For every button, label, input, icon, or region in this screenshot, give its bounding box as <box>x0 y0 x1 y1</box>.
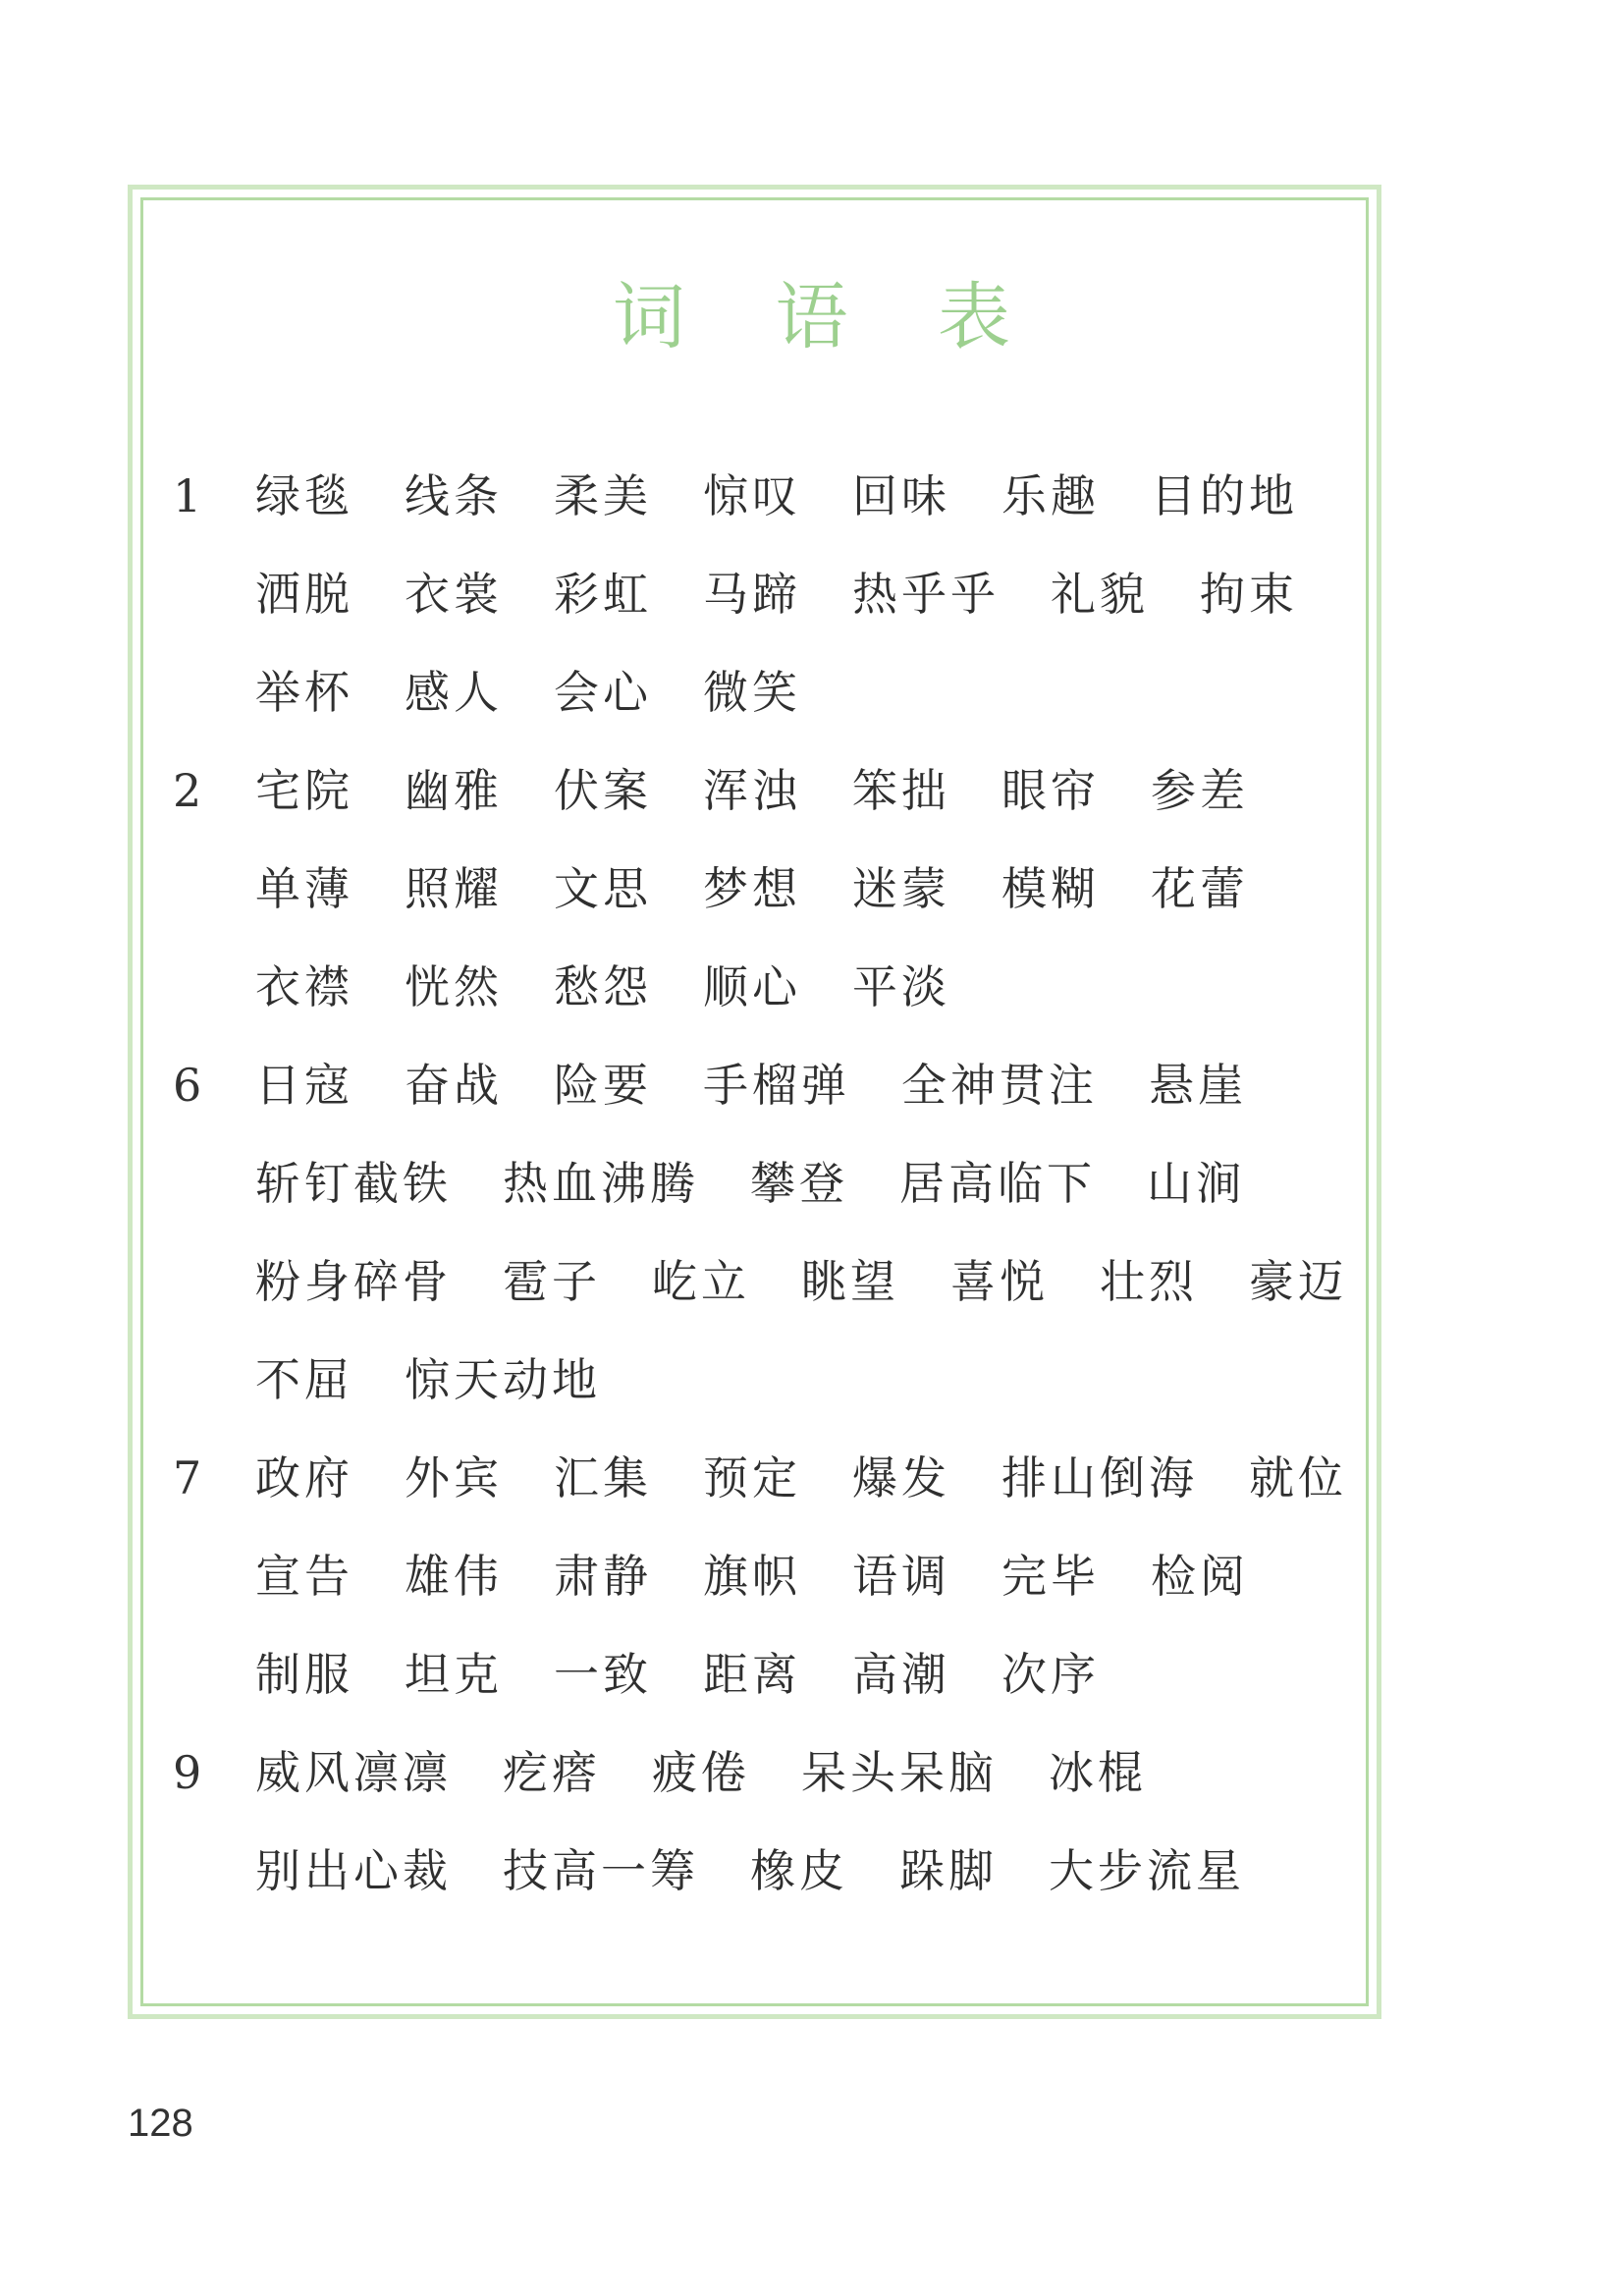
vocab-word: 别出心裁 <box>255 1844 452 1897</box>
vocab-word: 热乎乎 <box>852 568 1000 621</box>
vocab-line <box>255 938 1434 1036</box>
vocab-word: 悬崖 <box>1149 1059 1247 1112</box>
vocab-word: 礼貌 <box>1051 568 1149 621</box>
vocab-word: 手榴弹 <box>703 1059 850 1112</box>
vocab-word: 威风凛凛 <box>255 1746 452 1799</box>
vocab-word: 模糊 <box>1001 862 1100 915</box>
vocab-word: 迷蒙 <box>852 862 950 915</box>
vocab-word: 花蕾 <box>1151 862 1249 915</box>
vocab-word: 斩钉截铁 <box>255 1157 452 1210</box>
vocab-word: 橡皮 <box>750 1844 848 1897</box>
vocab-word: 宣告 <box>255 1550 353 1603</box>
vocab-word: 回味 <box>852 469 950 522</box>
vocab-section <box>173 1429 1351 1723</box>
vocab-word: 眼帘 <box>1001 764 1100 817</box>
vocab-word: 壮烈 <box>1100 1255 1198 1308</box>
vocab-word: 文思 <box>554 862 652 915</box>
vocab-word: 险要 <box>554 1059 652 1112</box>
vocab-word: 高潮 <box>852 1648 950 1701</box>
section-number: 2 <box>173 764 202 817</box>
vocab-word: 乐趣 <box>1001 469 1100 522</box>
vocab-word: 奋战 <box>405 1059 503 1112</box>
vocab-word: 恍然 <box>405 960 503 1013</box>
vocab-word: 线条 <box>405 469 503 522</box>
vocab-word: 惊叹 <box>703 469 801 522</box>
vocab-word: 就位 <box>1249 1451 1347 1504</box>
vocab-word: 绿毯 <box>255 469 353 522</box>
section-lines <box>173 741 1351 1036</box>
vocab-word: 制服 <box>255 1648 353 1701</box>
vocab-word: 伏案 <box>554 764 652 817</box>
vocab-word: 宅院 <box>255 764 353 817</box>
vocab-word: 顺心 <box>703 960 801 1013</box>
vocab-line <box>255 1036 1434 1134</box>
section-lines <box>173 1429 1351 1723</box>
vocab-word: 预定 <box>703 1451 801 1504</box>
vocab-line <box>255 1822 1434 1920</box>
vocab-word: 雹子 <box>503 1255 601 1308</box>
vocab-word: 疙瘩 <box>503 1746 601 1799</box>
vocab-word: 马蹄 <box>703 568 801 621</box>
vocab-word: 举杯 <box>255 666 353 719</box>
vocab-section <box>173 741 1351 1036</box>
vocab-section <box>173 1036 1351 1429</box>
vocab-word: 愁怨 <box>554 960 652 1013</box>
vocab-word: 一致 <box>554 1648 652 1701</box>
vocab-word: 惊天动地 <box>405 1353 601 1406</box>
vocab-word: 拘束 <box>1200 568 1298 621</box>
vocab-word: 眺望 <box>801 1255 899 1308</box>
vocab-word: 感人 <box>405 666 503 719</box>
vocab-line <box>255 447 1434 545</box>
vocab-section <box>173 1723 1351 1920</box>
vocab-line <box>255 1429 1434 1527</box>
vocab-word: 跺脚 <box>899 1844 998 1897</box>
vocab-word: 日寇 <box>255 1059 353 1112</box>
vocab-word: 屹立 <box>652 1255 750 1308</box>
vocab-section <box>173 447 1351 741</box>
section-lines <box>173 1036 1351 1429</box>
vocab-line <box>255 545 1434 643</box>
vocab-word: 幽雅 <box>405 764 503 817</box>
vocab-line <box>255 1232 1434 1331</box>
vocab-word: 疲倦 <box>652 1746 750 1799</box>
vocab-word: 彩虹 <box>554 568 652 621</box>
vocab-line <box>255 1134 1434 1232</box>
page-number: 128 <box>128 2102 193 2145</box>
vocab-word: 浑浊 <box>703 764 801 817</box>
vocab-word: 照耀 <box>405 862 503 915</box>
vocab-word: 参差 <box>1151 764 1249 817</box>
vocab-word: 全神贯注 <box>901 1059 1098 1112</box>
section-number: 9 <box>173 1746 202 1799</box>
vocab-word: 衣襟 <box>255 960 353 1013</box>
vocab-line <box>255 1331 1434 1429</box>
vocab-word: 目的地 <box>1151 469 1298 522</box>
vocab-word: 居高临下 <box>899 1157 1096 1210</box>
vocab-word: 汇集 <box>554 1451 652 1504</box>
vocab-line <box>255 643 1434 741</box>
vocab-word: 会心 <box>554 666 652 719</box>
vocab-word: 雄伟 <box>405 1550 503 1603</box>
vocab-word: 柔美 <box>554 469 652 522</box>
vocab-word: 距离 <box>703 1648 801 1701</box>
vocab-word: 坦克 <box>405 1648 503 1701</box>
section-number: 7 <box>173 1451 202 1504</box>
section-number: 1 <box>173 469 202 522</box>
vocab-line <box>255 1723 1434 1822</box>
vocab-line <box>255 840 1434 938</box>
vocab-word: 粉身碎骨 <box>255 1255 452 1308</box>
section-lines <box>173 447 1351 741</box>
vocab-word: 次序 <box>1001 1648 1100 1701</box>
vocab-word: 肃静 <box>554 1550 652 1603</box>
vocab-line <box>255 741 1434 840</box>
vocab-word: 检阅 <box>1151 1550 1249 1603</box>
vocab-word: 语调 <box>852 1550 950 1603</box>
vocab-word: 豪迈 <box>1249 1255 1347 1308</box>
vocab-word: 呆头呆脑 <box>801 1746 998 1799</box>
vocab-word: 梦想 <box>703 862 801 915</box>
page-title: 词 语 表 <box>612 275 1045 359</box>
vocab-word: 冰棍 <box>1049 1746 1147 1799</box>
vocab-word: 微笑 <box>703 666 801 719</box>
vocab-word: 喜悦 <box>950 1255 1049 1308</box>
vocab-word: 衣裳 <box>405 568 503 621</box>
section-number: 6 <box>173 1059 202 1112</box>
vocab-word: 大步流星 <box>1049 1844 1245 1897</box>
vocab-word: 旗帜 <box>703 1550 801 1603</box>
vocab-line <box>255 1527 1434 1625</box>
vocab-word: 攀登 <box>750 1157 848 1210</box>
section-lines <box>173 1723 1351 1920</box>
vocab-word: 爆发 <box>852 1451 950 1504</box>
vocab-word: 平淡 <box>852 960 950 1013</box>
vocab-word: 洒脱 <box>255 568 353 621</box>
vocab-line <box>255 1625 1434 1723</box>
vocab-word: 排山倒海 <box>1001 1451 1198 1504</box>
vocab-word: 不屈 <box>255 1353 353 1406</box>
vocab-word: 政府 <box>255 1451 353 1504</box>
vocab-word: 热血沸腾 <box>503 1157 699 1210</box>
vocab-word: 完毕 <box>1001 1550 1100 1603</box>
vocab-word: 笨拙 <box>852 764 950 817</box>
vocab-word: 外宾 <box>405 1451 503 1504</box>
vocab-word: 技高一筹 <box>503 1844 699 1897</box>
vocab-word: 单薄 <box>255 862 353 915</box>
vocab-word: 山涧 <box>1147 1157 1245 1210</box>
